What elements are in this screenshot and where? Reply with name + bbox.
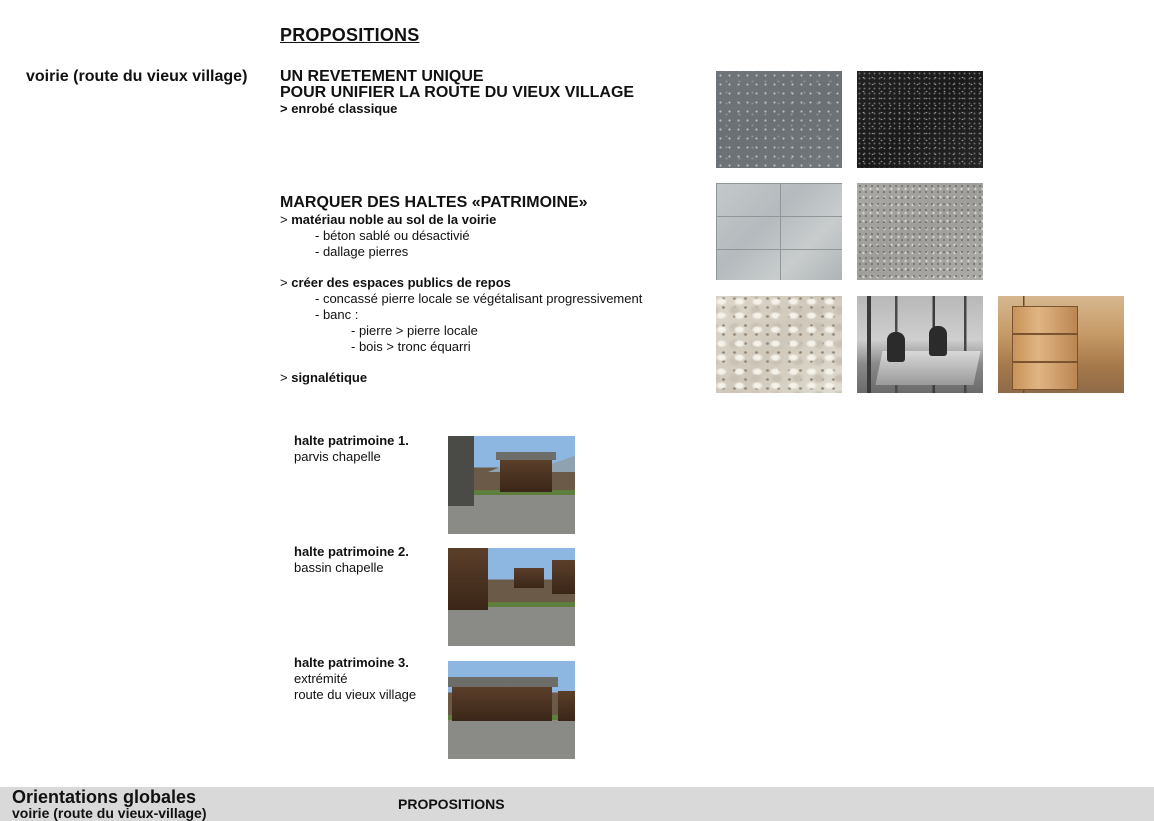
bullet-prefix: > — [280, 275, 288, 290]
chapel-wall — [448, 436, 474, 506]
section-label: voirie (route du vieux village) — [26, 68, 248, 85]
block1-title-line1: UN REVETEMENT UNIQUE — [280, 68, 484, 85]
timber-beam — [1012, 362, 1078, 390]
block2-item2-subsub-2: - bois > tronc équarri — [351, 339, 471, 354]
halte-title: halte patrimoine 3. — [294, 655, 409, 670]
chalet-shape — [448, 548, 488, 610]
basin-shape — [458, 610, 488, 628]
footer-section-label: PROPOSITIONS — [398, 796, 505, 812]
footer-title: Orientations globales — [12, 787, 197, 807]
block1-item: > enrobé classique — [280, 101, 398, 116]
stone-bench-historic-photo — [857, 296, 983, 393]
sandblasted-concrete-image — [857, 183, 983, 280]
block2-item1-sub-2: - dallage pierres — [315, 244, 409, 259]
block2-item2-sub-1: - concassé pierre locale se végétalisant progressivement — [315, 291, 643, 306]
halte-1-photo — [448, 436, 575, 534]
halte-3-text — [294, 655, 416, 703]
person-figure — [887, 332, 905, 362]
page-title: PROPOSITIONS — [280, 25, 420, 45]
roof-shape — [448, 677, 558, 687]
chalet-shape — [452, 687, 552, 721]
block2-item2-sub-2: - banc : — [315, 307, 359, 322]
chalet-shape — [500, 460, 552, 492]
halte-subtitle: parvis chapelle — [294, 449, 381, 464]
footer-subtitle: voirie (route du vieux-village) — [12, 805, 207, 821]
bullet-prefix: > — [280, 212, 288, 227]
block1-title-line2: POUR UNIFIER LA ROUTE DU VIEUX VILLAGE — [280, 84, 635, 101]
halte-3-photo — [448, 661, 575, 759]
bullet-prefix: > — [280, 370, 288, 385]
halte-subtitle-2: route du vieux village — [294, 687, 417, 702]
block2-item3 — [280, 370, 367, 386]
halte-title: halte patrimoine 1. — [294, 433, 409, 448]
block2-item2-label: créer des espaces publics de repos — [291, 275, 511, 290]
chalet-shape — [514, 568, 544, 588]
timber-beam — [1012, 306, 1078, 334]
halte-title: halte patrimoine 2. — [294, 544, 409, 559]
block2-item1-sub-1: - béton sablé ou désactivié — [315, 228, 470, 243]
timber-beam — [1012, 334, 1078, 362]
block2-item2-subsub-1: - pierre > pierre locale — [351, 323, 478, 338]
block2-title: MARQUER DES HALTES «PATRIMOINE» — [280, 194, 588, 211]
squared-timber-image — [998, 296, 1124, 393]
block2-item1 — [280, 212, 496, 228]
block2-item1-label: matériau noble au sol de la voirie — [291, 212, 497, 227]
halte-1-text — [294, 433, 409, 465]
block2-item2 — [280, 275, 511, 291]
person-figure — [929, 326, 947, 356]
chalet-shape — [558, 691, 575, 721]
stone-slab-paving-image — [716, 183, 842, 280]
enrobe-grey-texture-image — [716, 71, 842, 168]
enrobe-black-texture-image — [857, 71, 983, 168]
halte-2-text — [294, 544, 409, 576]
chalet-shape — [552, 560, 575, 594]
halte-subtitle: bassin chapelle — [294, 560, 384, 575]
halte-subtitle: extrémité — [294, 671, 348, 686]
block2-item3-label: signalétique — [291, 370, 368, 385]
crushed-stone-image — [716, 296, 842, 393]
halte-2-photo — [448, 548, 575, 646]
roof-shape — [496, 452, 556, 460]
